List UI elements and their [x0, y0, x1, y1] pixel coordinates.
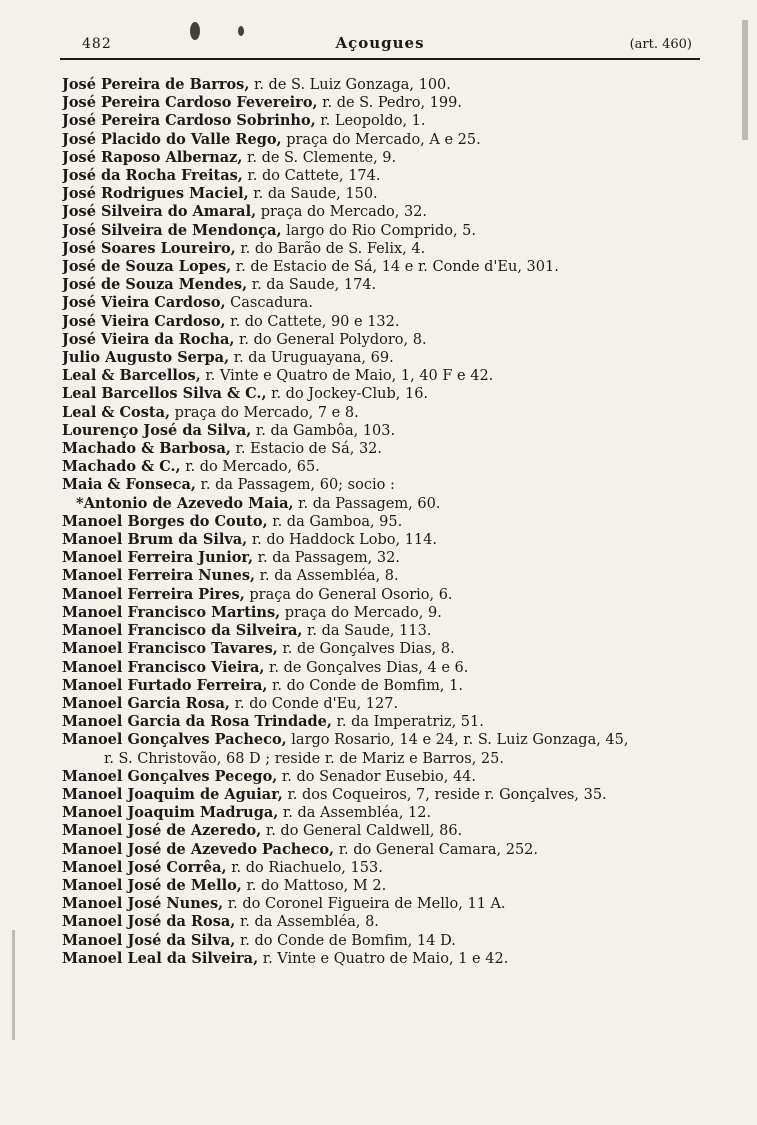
entry-name: Manoel Gonçalves Pacheco, [62, 731, 287, 749]
entry-address: r. do Conde de Bomfim, 1. [272, 677, 463, 694]
entry-address: r. da Saude, 150. [253, 186, 378, 203]
directory-entry [62, 404, 722, 422]
entry-name: Maia & Fonseca, [62, 476, 196, 494]
directory-entry [62, 367, 722, 385]
directory-entry [62, 349, 722, 367]
entry-address: Cascadura. [230, 295, 313, 312]
entry-name: Machado & Barbosa, [62, 440, 231, 458]
directory-entries [62, 76, 722, 968]
page-number: 482 [82, 36, 112, 52]
entry-address: praça do Mercado, 32. [260, 204, 428, 221]
directory-entry [62, 567, 722, 585]
entry-name: Machado & C., [62, 458, 181, 476]
entry-address: r. do Riachuelo, 153. [231, 859, 383, 876]
entry-address: praça do General Osorio, 6. [249, 586, 453, 603]
directory-entry [62, 513, 722, 531]
entry-name: Manoel Furtado Ferreira, [62, 676, 268, 694]
entry-name: Manoel Garcia Rosa, [62, 694, 230, 712]
entry-name: Manoel Gonçalves Pecego, [62, 767, 278, 785]
entry-name: Manoel Brum da Silva, [62, 531, 248, 549]
directory-entry [62, 932, 722, 950]
entry-address: r. dos Coqueiros, 7, reside r. Gonçalves, 35. [287, 786, 607, 803]
entry-address: r. Vinte e Quatro de Maio, 1 e 42. [262, 950, 509, 967]
scan-edge-mark [742, 20, 748, 140]
directory-entry [62, 859, 722, 877]
entry-address: r. de S. Luiz Gonzaga, 100. [254, 77, 451, 93]
entry-address: r. do Coronel Figueira de Mello, 11 A. [227, 896, 506, 913]
entry-name: Leal Barcellos Silva & C., [62, 385, 267, 403]
entry-address: r. do General Polydoro, 8. [239, 331, 427, 348]
entry-address: r. da Passagem, 60; socio : [200, 477, 395, 494]
directory-entry [62, 422, 722, 440]
directory-entry [62, 203, 722, 221]
entry-address: largo do Rio Comprido, 5. [286, 222, 477, 239]
entry-name: José Raposo Albernaz, [62, 148, 243, 166]
entry-name: José Pereira Cardoso Sobrinho, [62, 112, 316, 130]
directory-entry [62, 622, 722, 640]
directory-entry [62, 822, 722, 840]
entry-name: Manoel Borges do Couto, [62, 512, 268, 530]
entry-name: José da Rocha Freitas, [62, 167, 243, 185]
entry-name: Manoel José Nunes, [62, 895, 224, 913]
entry-name: Manoel Ferreira Junior, [62, 549, 254, 567]
entry-name: Manoel Garcia da Rosa Trindade, [62, 713, 332, 731]
directory-entry [62, 440, 722, 458]
directory-entry [62, 222, 722, 240]
directory-entry [62, 841, 722, 859]
entry-name: *Antonio de Azevedo Maia, [76, 494, 294, 512]
entry-address: r. do Mattoso, M 2. [246, 877, 387, 894]
directory-entry [62, 458, 722, 476]
entry-address: r. da Assembléa, 12. [282, 805, 432, 822]
entry-address: r. Vinte e Quatro de Maio, 1, 40 F e 42. [205, 368, 494, 385]
entry-name: Manoel Joaquim Madruga, [62, 804, 279, 822]
directory-entry [62, 185, 722, 203]
entry-name: José Vieira da Rocha, [62, 330, 235, 348]
directory-entry [62, 258, 722, 276]
directory-entry [62, 586, 722, 604]
directory-entry [62, 294, 722, 312]
directory-entry [62, 112, 722, 130]
entry-address: r. do Mercado, 65. [185, 459, 320, 476]
entry-address: r. do Conde d'Eu, 127. [234, 695, 399, 712]
entry-name: Julio Augusto Serpa, [62, 349, 230, 367]
directory-entry [62, 549, 722, 567]
directory-entry [62, 695, 722, 713]
entry-name: José Pereira de Barros, [62, 76, 250, 93]
entry-address: r. da Passagem, 60. [298, 495, 441, 512]
entry-address: r. do Cattete, 174. [247, 168, 381, 185]
entry-address: r. do General Caldwell, 86. [265, 823, 463, 840]
directory-entry [62, 677, 722, 695]
directory-entry [62, 950, 722, 968]
entry-address: praça do Mercado, 9. [284, 604, 442, 621]
directory-entry [62, 877, 722, 895]
entry-address: largo Rosario, 14 e 24, r. S. Luiz Gonzaga, 45, [291, 732, 629, 749]
entry-name: José de Souza Mendes, [62, 276, 248, 294]
entry-name: Leal & Barcellos, [62, 367, 201, 385]
directory-entry [62, 786, 722, 804]
entry-name: José Pereira Cardoso Fevereiro, [62, 94, 318, 112]
entry-name: José Soares Loureiro, [62, 239, 236, 257]
entry-name: Manoel Francisco Tavares, [62, 640, 278, 658]
entry-address: r. do Jockey-Club, 16. [271, 386, 429, 403]
entry-name: Manoel Francisco Vieira, [62, 658, 265, 676]
directory-entry [62, 768, 722, 786]
directory-entry [62, 895, 722, 913]
entry-address: r. do Cattete, 90 e 132. [230, 313, 400, 330]
page-header [60, 32, 700, 60]
directory-entry [62, 331, 722, 349]
entry-name: Manoel José Corrêa, [62, 858, 227, 876]
directory-entry [62, 750, 722, 768]
entry-name: Manoel Ferreira Pires, [62, 585, 245, 603]
directory-entry [62, 495, 722, 513]
entry-name: Manoel José de Azevedo Pacheco, [62, 840, 335, 858]
directory-entry [62, 131, 722, 149]
entry-address: r. Estacio de Sá, 32. [235, 441, 383, 458]
directory-entry [62, 94, 722, 112]
entry-address: r. de S. Pedro, 199. [322, 95, 462, 112]
entry-address: r. da Gambôa, 103. [255, 422, 396, 439]
entry-name: Manoel José da Silva, [62, 931, 236, 949]
entry-name: José Vieira Cardoso, [62, 312, 226, 330]
entry-address: r. do General Camara, 252. [338, 841, 539, 858]
entry-name: Manoel Francisco da Silveira, [62, 622, 303, 640]
entry-address: r. da Uruguayana, 69. [233, 350, 394, 367]
entry-address: r. de Gonçalves Dias, 4 e 6. [269, 659, 469, 676]
entry-address: r. da Assembléa, 8. [239, 914, 379, 931]
entry-name: José Vieira Cardoso, [62, 294, 226, 312]
entry-name: José Silveira de Mendonça, [62, 221, 282, 239]
entry-address: r. da Imperatriz, 51. [336, 714, 484, 731]
directory-entry [62, 659, 722, 677]
entry-name: José Silveira do Amaral, [62, 203, 257, 221]
entry-address: r. Leopoldo, 1. [320, 113, 426, 130]
directory-entry [62, 276, 722, 294]
entry-address: r. da Saude, 174. [251, 277, 377, 294]
entry-name: Manoel Francisco Martins, [62, 603, 281, 621]
directory-entry [62, 385, 722, 403]
entry-name: Manoel Ferreira Nunes, [62, 567, 256, 585]
entry-address: r. do Senador Eusebio, 44. [281, 768, 477, 785]
section-title: Açougues [335, 34, 425, 52]
directory-entry [62, 167, 722, 185]
entry-name: Manoel José de Mello, [62, 876, 242, 894]
directory-entry [62, 913, 722, 931]
directory-entry [62, 640, 722, 658]
entry-name: José Rodrigues Maciel, [62, 185, 249, 203]
entry-address: r. S. Christovão, 68 D ; reside r. de Mariz e Barros, 25. [104, 750, 504, 767]
entry-name: Manoel José de Azeredo, [62, 822, 262, 840]
directory-entry [62, 149, 722, 167]
entry-address: praça do Mercado, 7 e 8. [174, 404, 359, 421]
entry-name: José Placido do Valle Rego, [62, 130, 282, 148]
entry-name: Lourenço José da Silva, [62, 421, 252, 439]
directory-entry [62, 604, 722, 622]
entry-address: r. do Conde de Bomfim, 14 D. [239, 932, 456, 949]
directory-entry [62, 531, 722, 549]
entry-address: r. da Assembléa, 8. [259, 568, 399, 585]
entry-name: Manoel Leal da Silveira, [62, 949, 259, 967]
directory-entry [62, 240, 722, 258]
entry-name: Manoel Joaquim de Aguiar, [62, 785, 283, 803]
article-reference: (art. 460) [629, 37, 692, 52]
entry-address: r. da Passagem, 32. [257, 550, 400, 567]
entry-name: Manoel José da Rosa, [62, 913, 236, 931]
entry-address: praça do Mercado, A e 25. [286, 131, 481, 148]
entry-name: Leal & Costa, [62, 403, 171, 421]
entry-address: r. da Gamboa, 95. [272, 513, 403, 530]
scan-edge-mark [12, 930, 15, 1040]
entry-address: r. do Haddock Lobo, 114. [251, 532, 437, 549]
directory-entry [62, 731, 722, 749]
entry-address: r. de S. Clemente, 9. [247, 149, 397, 166]
directory-entry [62, 313, 722, 331]
entry-address: r. do Barão de S. Felix, 4. [240, 240, 426, 257]
entry-address: r. de Gonçalves Dias, 8. [282, 641, 455, 658]
directory-entry [62, 76, 722, 94]
directory-entry [62, 476, 722, 494]
entry-address: r. de Estacio de Sá, 14 e r. Conde d'Eu, 301. [235, 259, 559, 276]
entry-name: José de Souza Lopes, [62, 258, 232, 276]
directory-entry [62, 713, 722, 731]
directory-entry [62, 804, 722, 822]
entry-address: r. da Saude, 113. [307, 623, 432, 640]
